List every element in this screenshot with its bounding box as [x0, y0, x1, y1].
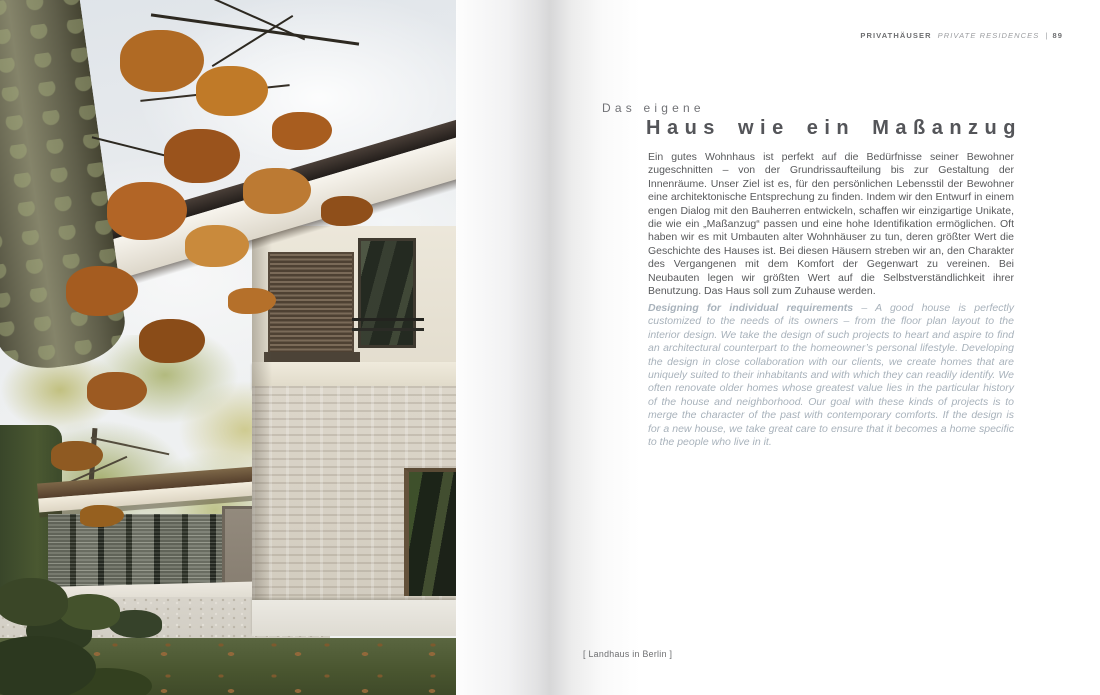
photo-corner-shadow [252, 226, 272, 606]
article-kicker: Das eigene [602, 101, 705, 115]
photo-upper-louver-shutter [268, 252, 354, 354]
photo-boxwood-hedge [0, 578, 68, 626]
photo-stone-lintel-band [252, 362, 456, 388]
photo-oak-branch [92, 136, 219, 169]
photo-landhaus [0, 0, 456, 695]
article-body-english-lead: Designing for individual requirements [648, 302, 854, 314]
article-body-english [648, 302, 1014, 449]
photo-caption: [ Landhaus in Berlin ] [583, 649, 673, 659]
photo-upper-window [358, 238, 416, 348]
article-body-german: Ein gutes Wohnhaus ist perfekt auf die Bedürfnisse seiner Bewohner zugeschnitten – von der Grundrissaufteilung bis zur Gestaltung der Innenräume. Unser Ziel ist es, für den persönlichen Lebensstil der Bewohner eine architektonische Entsprechung zu finden. Indem wir den Entwurf in einem engen Dialog mit den Bauherren entwickeln, schaffen wir einzigartige Unikate, die wie ein „Maßanzug“ passen und eine hohe Identifikation ermöglichen. Oft haben wir es mit Umbauten alter Wohnhäuser zu tun, deren größter Wert die Geschichte des Hauses ist. Bei diesen Häusern streben wir an, den Charakter des Vergangenen mit dem Komfort der Gegenwart zu vereinen. Bei Neubauten legen wir größten Wert auf die Selbstverständlichkeit ihrer Benutzung. Das Haus soll zum Zuhause werden. [648, 151, 1014, 298]
running-header-series-en: PRIVATE RESIDENCES [937, 31, 1040, 40]
photo-stone-base-band [252, 600, 456, 636]
photo-upper-louver-sill [264, 352, 360, 362]
photo-oak-trunk [0, 0, 130, 375]
running-header-separator: | [1045, 31, 1049, 40]
running-header [860, 31, 1063, 40]
photo-ground-floor-window [404, 468, 456, 596]
article-body-english-text: – A good house is perfectly customized to the needs of its owners – from the floor plan layout to the interior design. We take the design of such projects to heart and aspire to find an architectural counterpart to the homeowner’s personal lifestyle. Developing the design in close collaboration with our clients, we create homes that are uniquely suited to their inhabitants and with which they can readily identify. We often renovate older homes whose greatest value lies in the particular history of the house and neighborhood. Our goal with these kinds of projects is to merge the character of the past with contemporary comforts. If the design is for a new house, we take great care to ensure that it becomes a home specific to the people who live in it. [648, 302, 1014, 449]
photo-window-railing [352, 328, 424, 331]
photo-autumn-foliage [120, 30, 204, 92]
photo-window-railing [352, 318, 424, 321]
page-number: 89 [1052, 31, 1063, 40]
running-header-series-de: PRIVATHÄUSER [860, 31, 932, 40]
article-title: Haus wie ein Maßanzug [646, 117, 1022, 139]
